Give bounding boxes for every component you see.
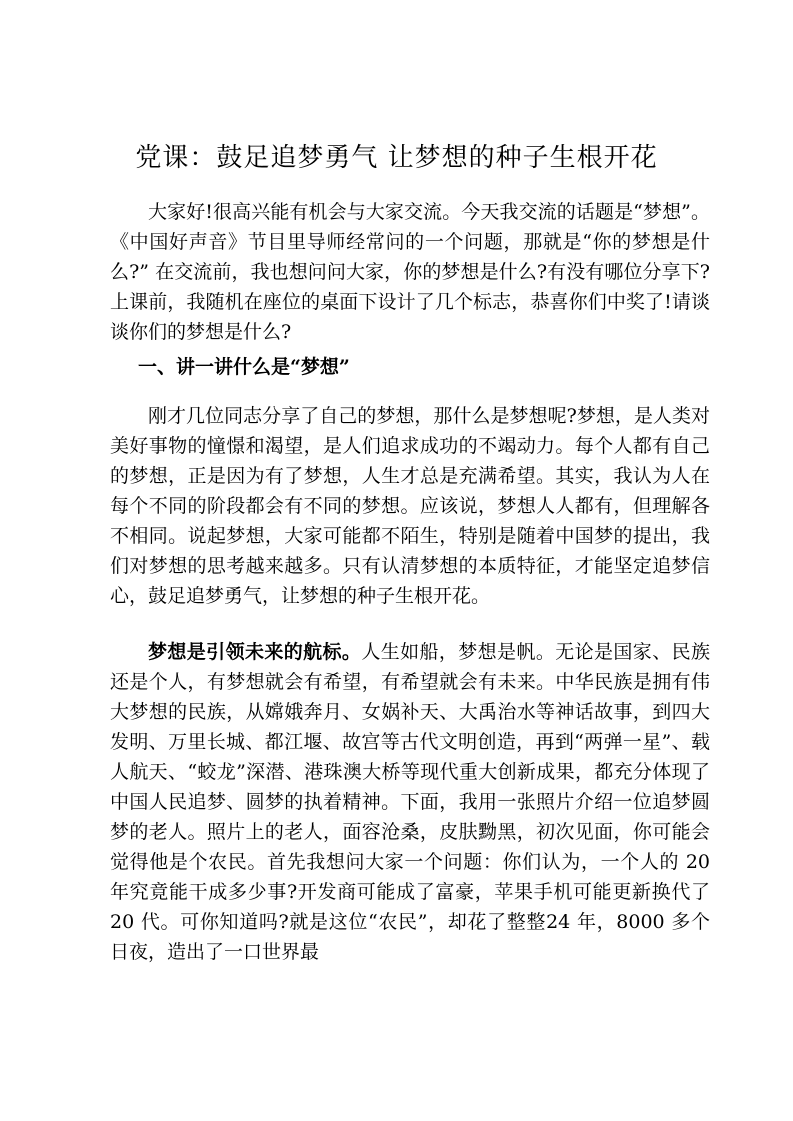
point-lead: 梦想是引领未来的航标。 — [148, 641, 362, 663]
section-paragraph: 刚才几位同志分享了自己的梦想，那什么是梦想呢?梦想，是人类对美好事物的憧憬和渴望，是人们追求成功的不竭动力。每个人都有自己的梦想，正是因为有了梦想，人生才总是充满希望。其实，我认为人在每个不同的阶段都会有不同的梦想。应该说，梦想人人都有，但理解各不相同。说起梦想，大家可能都不陌生，特别是随着中国梦的提出，我们对梦想的思考越来越多。只有认清梦想的本质特征，才能坚定追梦信心，鼓足追梦勇气，让梦想的种子生根开花。 — [110, 405, 710, 607]
intro-paragraph: 大家好!很高兴能有机会与大家交流。今天我交流的话题是“梦想”。《中国好声音》节目里导师经常问的一个问题，那就是“你的梦想是什么?” 在交流前，我也想问问大家，你的梦想是什么?有没有哪位分享下?上课前，我随机在座位的桌面下设计了几个标志，恭喜你们中奖了!请谈谈你们的梦想是什么? — [110, 201, 710, 343]
point-paragraph — [110, 637, 710, 967]
document-title: 党课：鼓足追梦勇气 让梦想的种子生根开花 — [135, 143, 658, 173]
point-text: 人生如船，梦想是帆。无论是国家、民族还是个人，有梦想就会有希望，有希望就会有未来。中华民族是拥有伟大梦想的民族，从嫦娥奔月、女娲补天、大禹治水等神话故事，到四大发明、万里长城、都江堰、故宫等古代文明创造，再到“两弹一星”、载人航天、“蛟龙”深潜、港珠澳大桥等现代重大创新成果，都充分体现了中国人民追梦、圆梦的执着精神。下面，我用一张照片介绍一位追梦圆梦的老人。照片上的老人，面容沧桑，皮肤黝黑，初次见面，你可能会觉得他是个农民。首先我想问大家一个问题：你们认为，一个人的 20 年究竟能干成多少事?开发商可能成了富豪，苹果手机可能更新换代了 20 代。可你知道吗?就是这位“农民”，却花了整整24 年，8000 多个日夜，造出了一口世界最 — [110, 641, 710, 963]
section-heading: 一、讲一讲什么是“梦想” — [138, 356, 350, 378]
